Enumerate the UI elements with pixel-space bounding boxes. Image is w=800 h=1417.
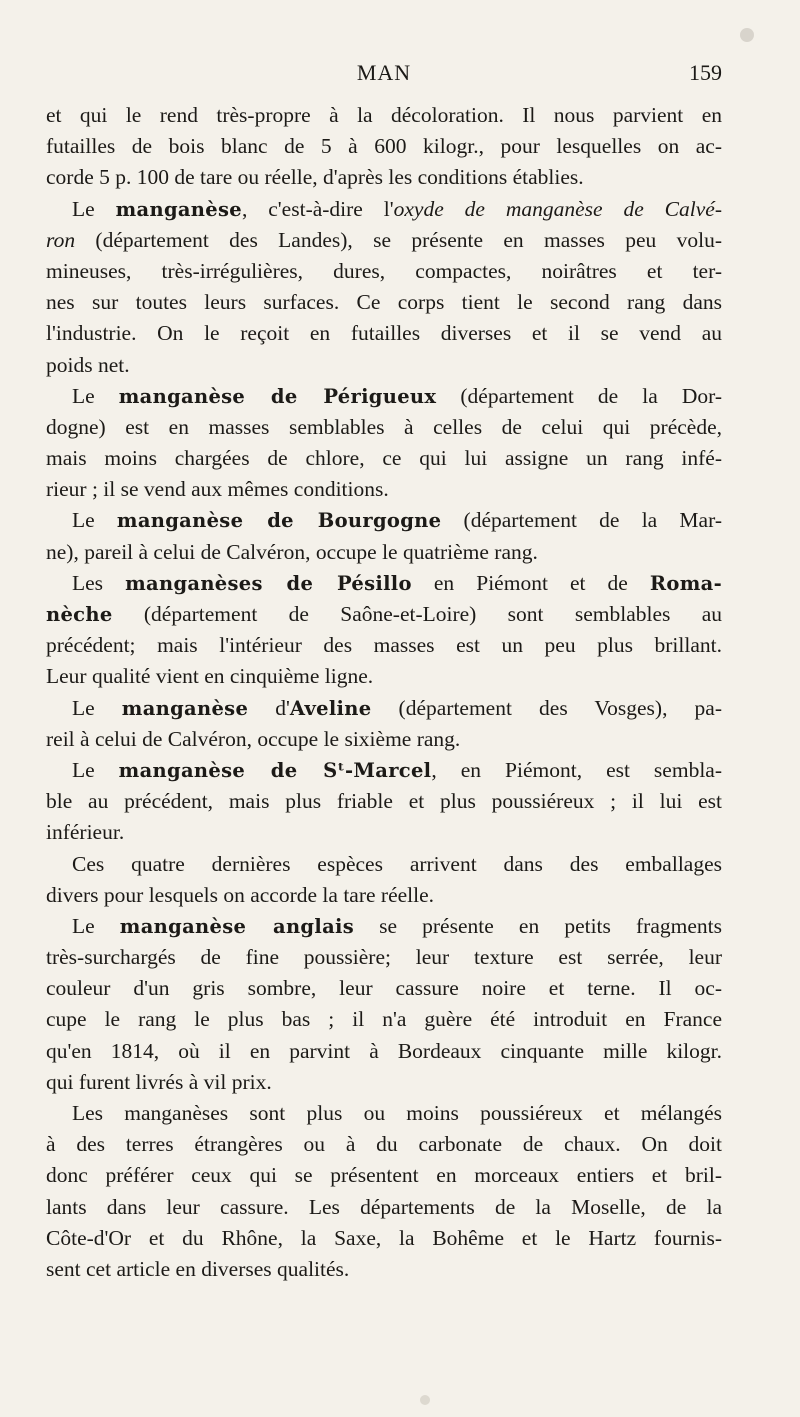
text-line — [46, 911, 722, 942]
text-run: très-surchargés de fine poussière; leur texture est serrée, leur — [46, 945, 722, 970]
text-run: dogne) est en masses semblables à celles de celui qui précède, — [46, 414, 722, 439]
bold-term: nèche — [46, 603, 113, 626]
paragraph — [46, 849, 722, 911]
paragraph — [46, 693, 722, 755]
paragraph — [46, 911, 722, 1098]
text-run: inférieur. — [46, 820, 125, 845]
text-run: d' — [248, 695, 290, 720]
text-run: Côte-d'Or et du Rhône, la Saxe, la Bohême et le Hartz fournis- — [46, 1225, 722, 1250]
text-run: , en Piémont, est sembla- — [431, 757, 722, 782]
text-line — [46, 287, 722, 318]
text-line — [46, 786, 722, 817]
bold-term: manganèse — [121, 696, 249, 720]
text-line — [46, 1004, 722, 1035]
italic-term: oxyde de manganèse de Calvé- — [393, 196, 722, 221]
running-head: MAN — [356, 60, 412, 85]
text-run: Les manganèses sont plus ou moins poussiéreux et mélangés — [72, 1101, 722, 1125]
text-run: (département de la Dor- — [436, 383, 722, 408]
paragraph — [46, 194, 722, 381]
text-line — [46, 318, 722, 349]
text-line — [46, 1192, 722, 1223]
text-run: sent cet article en diverses qualités. — [46, 1256, 350, 1281]
text-run: à des terres étrangères ou à du carbonate de chaux. On doit — [46, 1132, 722, 1157]
bold-term: manganèse — [115, 197, 242, 221]
text-run: futailles de bois blanc de 5 à 600 kilogr., pour lesquelles on ac- — [46, 134, 722, 159]
text-run: couleur d'un gris sombre, leur cassure noire et terne. Il oc- — [46, 976, 722, 1001]
text-run: se présente en petits fragments — [354, 913, 722, 938]
text-run: ble au précédent, mais plus friable et plus poussiéreux ; il lui est — [46, 789, 722, 814]
text-run: mais moins chargées de chlore, ce qui lui assigne un rang infé- — [46, 446, 722, 471]
text-line — [46, 630, 722, 661]
text-line — [46, 1254, 722, 1285]
text-line — [46, 256, 722, 287]
paragraph — [46, 100, 722, 194]
bold-term: manganèses de Pésillo — [125, 571, 412, 595]
paper-blemish — [420, 1395, 430, 1405]
text-line — [46, 162, 722, 193]
bold-term: Aveline — [289, 696, 372, 720]
text-run: Le — [72, 383, 119, 408]
text-run: mineuses, très-irrégulières, dures, compactes, noirâtres et ter- — [46, 258, 722, 283]
italic-term: ron — [46, 227, 76, 252]
text-run: cupe le rang le plus bas ; il n'a guère été introduit en France — [46, 1007, 722, 1032]
text-line — [46, 1129, 722, 1160]
text-line — [46, 131, 722, 162]
bold-term: manganèse de Sᵗ-Marcel — [118, 758, 432, 782]
text-run: (département des Vosges), pa- — [371, 695, 722, 720]
text-line — [46, 474, 722, 505]
bold-term: manganèse de Périgueux — [118, 384, 437, 408]
text-line — [46, 381, 722, 412]
text-run: donc préférer ceux qui se présentent en morceaux entiers et bril- — [46, 1163, 722, 1188]
text-line — [46, 849, 722, 880]
text-run: précédent; mais l'intérieur des masses est un peu plus brillant. — [46, 633, 722, 658]
text-line — [46, 537, 722, 568]
text-run: nes sur toutes leurs surfaces. Ce corps tient le second rang dans — [46, 290, 722, 315]
bold-term: manganèse de Bourgogne — [116, 509, 442, 533]
page-number: 159 — [689, 60, 722, 85]
text-line — [46, 880, 722, 911]
text-line — [46, 225, 722, 256]
text-line — [46, 1223, 722, 1254]
text-run: et qui le rend très-propre à la décoloration. Il nous parvient en — [46, 103, 722, 127]
text-line — [46, 755, 722, 786]
bold-term: Roma- — [649, 571, 722, 595]
text-run: qu'en 1814, où il en parvint à Bordeaux cinquante mille kilogr. — [46, 1038, 722, 1063]
paragraph — [46, 755, 722, 849]
text-line — [46, 412, 722, 443]
text-line — [46, 973, 722, 1004]
text-run: reil à celui de Calvéron, occupe le sixième rang. — [46, 726, 461, 751]
text-run: Le — [72, 508, 117, 533]
paragraph — [46, 1098, 722, 1285]
text-run: rieur ; il se vend aux mêmes conditions. — [46, 477, 389, 502]
text-line — [46, 350, 722, 381]
text-run: qui furent livrés à vil prix. — [46, 1069, 272, 1094]
text-line — [46, 724, 722, 755]
paragraph — [46, 568, 722, 693]
text-run: Le — [72, 913, 120, 938]
text-run: corde 5 p. 100 de tare ou réelle, d'après les conditions établies. — [46, 165, 584, 190]
text-run: lants dans leur cassure. Les départements de la Moselle, de la — [46, 1194, 722, 1219]
text-line — [46, 693, 722, 724]
text-run: , c'est-à-dire l' — [241, 196, 394, 221]
text-line — [46, 443, 722, 474]
paper-blemish — [740, 28, 754, 42]
text-line — [46, 1160, 722, 1191]
text-run: Le — [72, 695, 122, 720]
text-line — [46, 1098, 722, 1129]
text-run: divers pour lesquels on accorde la tare réelle. — [46, 882, 435, 907]
text-line — [46, 100, 722, 131]
text-run: en Piémont et de — [411, 570, 650, 595]
paragraph — [46, 505, 722, 567]
text-run: ne), pareil à celui de Calvéron, occupe le quatrième rang. — [46, 539, 538, 564]
text-line — [46, 1067, 722, 1098]
text-line — [46, 599, 722, 630]
text-run: Le — [72, 757, 119, 782]
text-line — [46, 942, 722, 973]
text-line — [46, 1036, 722, 1067]
text-run: (département de la Mar- — [441, 508, 722, 533]
text-run: Ces quatre dernières espèces arrivent dans des emballages — [72, 851, 722, 876]
text-line — [46, 661, 722, 692]
text-run: Les — [72, 570, 126, 595]
text-line — [46, 194, 722, 225]
text-run: (département de Saône-et-Loire) sont semblables au — [112, 602, 722, 626]
text-run: Leur qualité vient en cinquième ligne. — [46, 664, 374, 689]
text-run: l'industrie. On le reçoit en futailles diverses et il se vend au — [46, 321, 722, 346]
text-run: Le — [72, 196, 116, 221]
page-header — [46, 60, 722, 90]
paragraph — [46, 381, 722, 506]
bold-term: manganèse anglais — [119, 914, 354, 938]
text-line — [46, 817, 722, 848]
text-line — [46, 568, 722, 599]
text-run: (département des Landes), se présente en masses peu volu- — [75, 227, 722, 252]
text-run: poids net. — [46, 352, 130, 377]
body-text — [46, 100, 722, 1285]
text-line — [46, 505, 722, 536]
